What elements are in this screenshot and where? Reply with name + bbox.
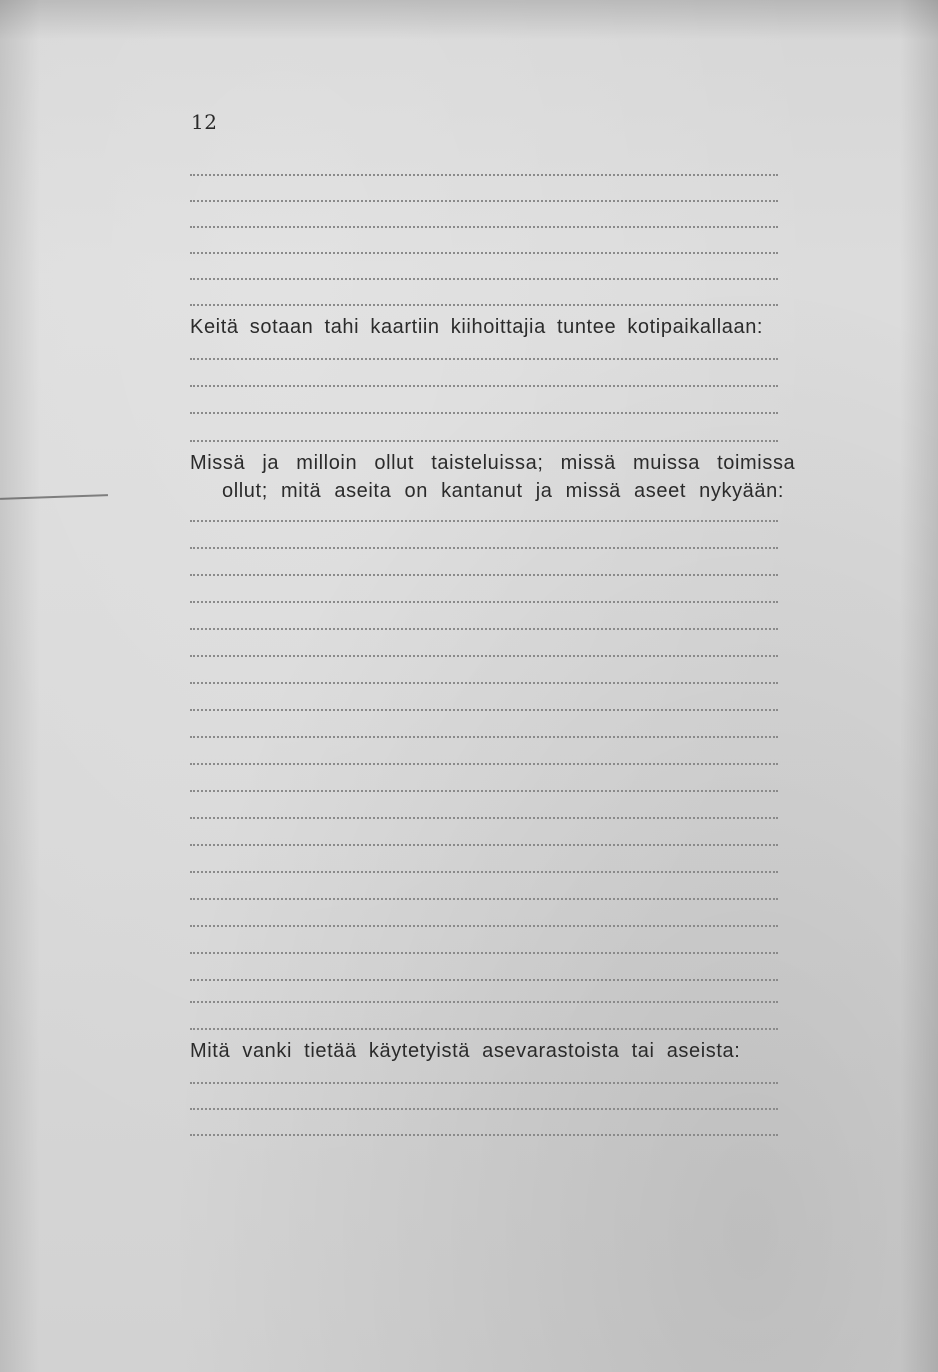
question-weapon-depots: Mitä vanki tietää käytetyistä asevarastoista tai aseista: [190,1040,741,1062]
answer-line[interactable] [190,252,778,254]
answer-line[interactable] [190,817,778,819]
paper-edge-shadow-top [0,0,938,40]
answer-line[interactable] [190,736,778,738]
answer-line[interactable] [190,200,778,202]
answer-line[interactable] [190,601,778,603]
answer-line[interactable] [190,304,778,306]
question-battles-line1: Missä ja milloin ollut taisteluissa; missä muissa toimissa [190,452,796,474]
answer-line[interactable] [190,871,778,873]
answer-line[interactable] [190,1082,778,1084]
answer-line[interactable] [190,385,778,387]
answer-line[interactable] [190,628,778,630]
answer-line[interactable] [190,655,778,657]
answer-line[interactable] [190,520,778,522]
answer-line[interactable] [190,763,778,765]
answer-line[interactable] [190,1108,778,1110]
answer-line[interactable] [190,1001,778,1003]
answer-line[interactable] [190,844,778,846]
answer-line[interactable] [190,952,778,954]
answer-line[interactable] [190,358,778,360]
answer-line[interactable] [190,979,778,981]
question-battles-line2: ollut; mitä aseita on kantanut ja missä aseet nykyään: [222,480,784,502]
answer-line[interactable] [190,709,778,711]
answer-line[interactable] [190,174,778,176]
answer-line[interactable] [190,1028,778,1030]
answer-line[interactable] [190,1134,778,1136]
paper-edge-shadow-left [0,0,40,1372]
answer-line[interactable] [190,574,778,576]
answer-line[interactable] [190,898,778,900]
answer-line[interactable] [190,440,778,442]
answer-line[interactable] [190,682,778,684]
answer-line[interactable] [190,547,778,549]
paper-edge-shadow-right [900,0,938,1372]
answer-line[interactable] [190,412,778,414]
question-instigators: Keitä sotaan tahi kaartiin kiihoittajia tuntee kotipaikallaan: [190,316,764,338]
answer-line[interactable] [190,278,778,280]
answer-line[interactable] [190,925,778,927]
page-number: 12 [191,110,218,134]
answer-line[interactable] [190,226,778,228]
answer-line[interactable] [190,790,778,792]
